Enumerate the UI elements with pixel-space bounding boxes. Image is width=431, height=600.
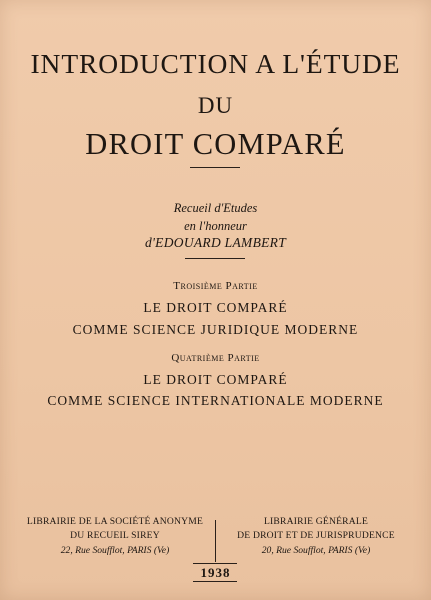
year-rule-bottom bbox=[193, 581, 237, 582]
part-3-heading-2: COMME SCIENCE JURIDIQUE MODERNE bbox=[72, 322, 359, 337]
part-3-heading-1: LE DROIT COMPARÉ bbox=[143, 300, 288, 315]
part-4-heading-2: COMME SCIENCE INTERNATIONALE MODERNE bbox=[47, 393, 384, 408]
publisher-right-line-2: DE DROIT ET DE JURISPRUDENCE bbox=[237, 530, 395, 541]
publisher-left-line-2: DU RECUEIL SIREY bbox=[70, 530, 160, 541]
publisher-left-address: 22, Rue Soufflot, PARIS (Ve) bbox=[60, 545, 170, 556]
title-line-1: INTRODUCTION A L'ÉTUDE bbox=[30, 48, 401, 79]
publisher-left bbox=[15, 515, 215, 558]
publication-year: 1938 bbox=[200, 565, 231, 580]
part-4-label: Quatrième Partie bbox=[171, 352, 260, 364]
dedication-line-1: Recueil d'Etudes bbox=[173, 201, 258, 215]
part-4-heading-1: LE DROIT COMPARÉ bbox=[143, 372, 288, 387]
dedication-line-3: d'EDOUARD LAMBERT bbox=[144, 235, 287, 250]
publisher-right-address: 20, Rue Soufflot, PARIS (Ve) bbox=[261, 545, 371, 556]
section-divider bbox=[185, 258, 245, 259]
publisher-right bbox=[216, 515, 416, 558]
publisher-right-line-1: LIBRAIRIE GÉNÉRALE bbox=[263, 516, 369, 527]
part-3-label: Troisième Partie bbox=[173, 280, 258, 292]
dedication-line-2: en l'honneur bbox=[184, 219, 247, 233]
title-underline bbox=[190, 167, 240, 168]
title-line-2: DU bbox=[197, 93, 234, 118]
publisher-left-line-1: LIBRAIRIE DE LA SOCIÉTÉ ANONYME bbox=[26, 516, 204, 527]
year-rule-top bbox=[193, 563, 237, 564]
title-line-3: DROIT COMPARÉ bbox=[85, 127, 346, 161]
